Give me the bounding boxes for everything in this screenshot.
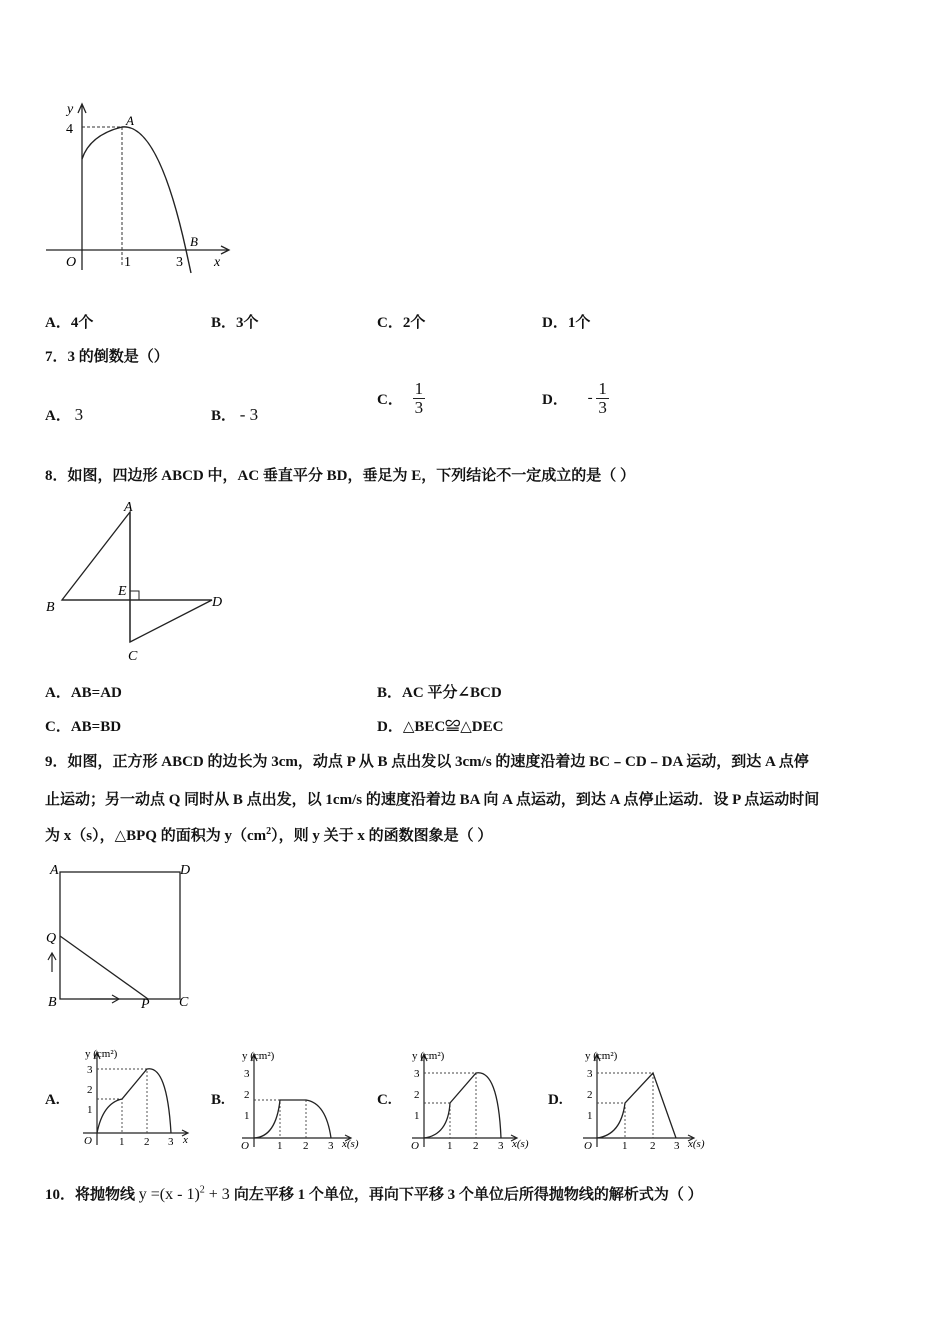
- option-letter: A．: [45, 685, 71, 701]
- q8-option-d[interactable]: [377, 715, 503, 736]
- option-text: AB=AD: [70, 685, 122, 701]
- q8-option-c[interactable]: [45, 715, 121, 736]
- option-text: 4个: [70, 315, 94, 331]
- q6-option-a[interactable]: [45, 311, 93, 332]
- graph-y-tick-3: 3: [87, 1064, 93, 1076]
- q6-option-b[interactable]: [211, 311, 259, 332]
- q6-option-c[interactable]: [377, 311, 425, 332]
- graph-y-tick-2: 2: [87, 1084, 93, 1096]
- q10-formula: [139, 1186, 234, 1203]
- graph-origin: O: [84, 1135, 92, 1147]
- graph-y-tick-1: 1: [587, 1110, 593, 1122]
- option-text: 2个: [402, 315, 426, 331]
- fraction: [413, 380, 426, 417]
- q9-option-a-graph[interactable]: [75, 1043, 200, 1151]
- option-text: AB=BD: [70, 719, 122, 735]
- graph-y-unit: y (cm²): [85, 1048, 118, 1060]
- q10-stem-start: 10．将抛物线: [45, 1187, 136, 1203]
- q6-option-d[interactable]: [542, 311, 590, 332]
- graph-x-unit: x(s): [688, 1138, 705, 1150]
- q8-stem: 8．如图，四边形 ABCD 中，AC 垂直平分 BD，垂足为 E，下列结论不一定成立的是（ ）: [45, 468, 636, 484]
- fig9-label-b: B: [48, 995, 57, 1010]
- option-letter: B．: [211, 408, 237, 424]
- graph-x-tick-1: 1: [277, 1140, 283, 1151]
- graph-y-tick-2: 2: [414, 1089, 420, 1101]
- q7-option-c[interactable]: [377, 380, 425, 417]
- graph-origin: O: [584, 1140, 592, 1151]
- graph-y-tick-1: 1: [87, 1104, 93, 1116]
- option-text: AC 平分∠BCD: [402, 685, 502, 701]
- graph-y-tick-3: 3: [244, 1068, 250, 1080]
- option-letter: D．: [377, 719, 403, 735]
- fig9-label-q: Q: [46, 931, 57, 946]
- fig6-point-a: A: [126, 113, 134, 128]
- option-value: - 3: [239, 405, 259, 424]
- graph-x-unit: x: [183, 1134, 188, 1146]
- formula-exponent: 2: [199, 1184, 205, 1196]
- q7-option-d[interactable]: [542, 380, 609, 417]
- graph-origin: O: [411, 1140, 419, 1151]
- option-letter: C．: [377, 392, 403, 408]
- fig6-x-label: x: [214, 255, 221, 270]
- option-letter: A．: [45, 408, 71, 424]
- fig6-y-tick-4: 4: [66, 122, 73, 137]
- graph-y-tick-1: 1: [244, 1110, 250, 1122]
- graph-y-tick-1: 1: [414, 1110, 420, 1122]
- q6-parabola-figure: [40, 95, 240, 275]
- graph-x-tick-2: 2: [473, 1140, 479, 1151]
- q10-stem-end: 向左平移 1 个单位，再向下平移 3 个单位后所得抛物线的解析式为（ ）: [233, 1187, 703, 1203]
- graph-x-tick-2: 2: [650, 1140, 656, 1151]
- fig9-label-a: A: [50, 863, 59, 878]
- graph-x-tick-3: 3: [498, 1140, 504, 1151]
- graph-x-tick-3: 3: [674, 1140, 680, 1151]
- q9-line3-start: 为 x（s），△BPQ 的面积为 y（cm: [45, 828, 267, 844]
- fig9-label-c: C: [179, 995, 189, 1010]
- graph-x-tick-1: 1: [622, 1140, 628, 1151]
- q9-option-c-graph[interactable]: [404, 1043, 544, 1151]
- fig6-x-tick-3: 3: [176, 255, 183, 270]
- q9-option-d-letter[interactable]: D.: [548, 1092, 563, 1108]
- option-text: 1个: [567, 315, 591, 331]
- fig6-origin: O: [66, 255, 77, 270]
- graph-y-tick-3: 3: [587, 1068, 593, 1080]
- q9-line3-end: ），则 y 关于 x 的函数图象是（ ）: [271, 828, 493, 844]
- graph-x-tick-2: 2: [144, 1136, 150, 1148]
- q9-option-b-letter[interactable]: B.: [211, 1092, 225, 1108]
- graph-x-tick-3: 3: [168, 1136, 174, 1148]
- option-letter: D．: [542, 392, 568, 408]
- option-letter: B．: [377, 685, 403, 701]
- graph-x-unit: x(s): [512, 1138, 529, 1150]
- q9-stem-line3: [45, 824, 492, 845]
- graph-y-unit: y (cm²): [412, 1050, 445, 1062]
- q9-stem-line2: 止运动；另一动点 Q 同时从 B 点出发，以 1cm/s 的速度沿着边 BA 向 A 点运动，到达 A 点停止运动．设 P 点运动时间: [45, 792, 820, 808]
- formula-tail: + 3: [204, 1186, 230, 1203]
- graph-x-tick-2: 2: [303, 1140, 309, 1151]
- formula-main: y =(x - 1): [138, 1186, 200, 1203]
- option-text: △BEC≌△DEC: [402, 719, 504, 735]
- option-letter: C．: [45, 719, 71, 735]
- fraction-numerator: 1: [414, 379, 424, 398]
- q9-option-c-letter[interactable]: C.: [377, 1092, 392, 1108]
- option-letter: C．: [377, 315, 403, 331]
- option-text: 3个: [236, 315, 259, 331]
- fig8-label-e: E: [118, 584, 127, 599]
- q7-option-b[interactable]: [211, 404, 258, 425]
- q7-stem: 7．3 的倒数是（）: [45, 349, 169, 365]
- q9-option-d-graph[interactable]: [575, 1043, 720, 1151]
- graph-x-tick-1: 1: [119, 1136, 125, 1148]
- q9-line3-sup: 2: [266, 826, 272, 837]
- option-letter: B．: [211, 315, 237, 331]
- q8-option-b[interactable]: [377, 681, 502, 702]
- fig6-x-tick-1: 1: [124, 255, 131, 270]
- graph-origin: O: [241, 1140, 249, 1151]
- fig8-label-d: D: [212, 595, 223, 610]
- option-value: 3: [74, 405, 84, 424]
- graph-y-tick-3: 3: [414, 1068, 420, 1080]
- option-letter: D．: [542, 315, 568, 331]
- fig8-label-a: A: [124, 500, 133, 515]
- q9-square-figure: [40, 858, 200, 1014]
- q8-option-a[interactable]: [45, 681, 122, 702]
- graph-y-tick-2: 2: [244, 1089, 250, 1101]
- fraction: [596, 380, 609, 417]
- graph-x-tick-1: 1: [447, 1140, 453, 1151]
- option-letter: A．: [45, 315, 71, 331]
- graph-y-unit: y (cm²): [242, 1050, 275, 1062]
- graph-y-tick-2: 2: [587, 1089, 593, 1101]
- fig9-label-p: P: [141, 997, 150, 1012]
- fig6-point-b: B: [190, 234, 198, 249]
- graph-x-tick-3: 3: [328, 1140, 334, 1151]
- graph-x-unit: x(s): [342, 1138, 359, 1150]
- q9-stem-line1: 9．如图，正方形 ABCD 的边长为 3cm，动点 P 从 B 点出发以 3cm/s 的速度沿着边 BC﹣CD﹣DA 运动，到达 A 点停: [45, 754, 809, 770]
- q7-option-a[interactable]: [45, 404, 83, 425]
- fig9-label-d: D: [180, 863, 191, 878]
- fraction-denominator: 3: [414, 398, 424, 417]
- q9-option-b-graph[interactable]: [232, 1043, 372, 1151]
- fig8-label-b: B: [46, 600, 55, 615]
- fig8-label-c: C: [128, 649, 138, 664]
- graph-y-unit: y (cm²): [585, 1050, 618, 1062]
- fig6-y-label: y: [67, 102, 74, 117]
- fraction-denominator: 3: [598, 398, 607, 417]
- q8-quadrilateral-figure: [40, 498, 240, 666]
- q10-stem: [45, 1183, 703, 1204]
- fraction-numerator: 1: [598, 379, 607, 398]
- q9-option-a-letter[interactable]: A.: [45, 1092, 60, 1108]
- minus-sign: -: [587, 390, 593, 406]
